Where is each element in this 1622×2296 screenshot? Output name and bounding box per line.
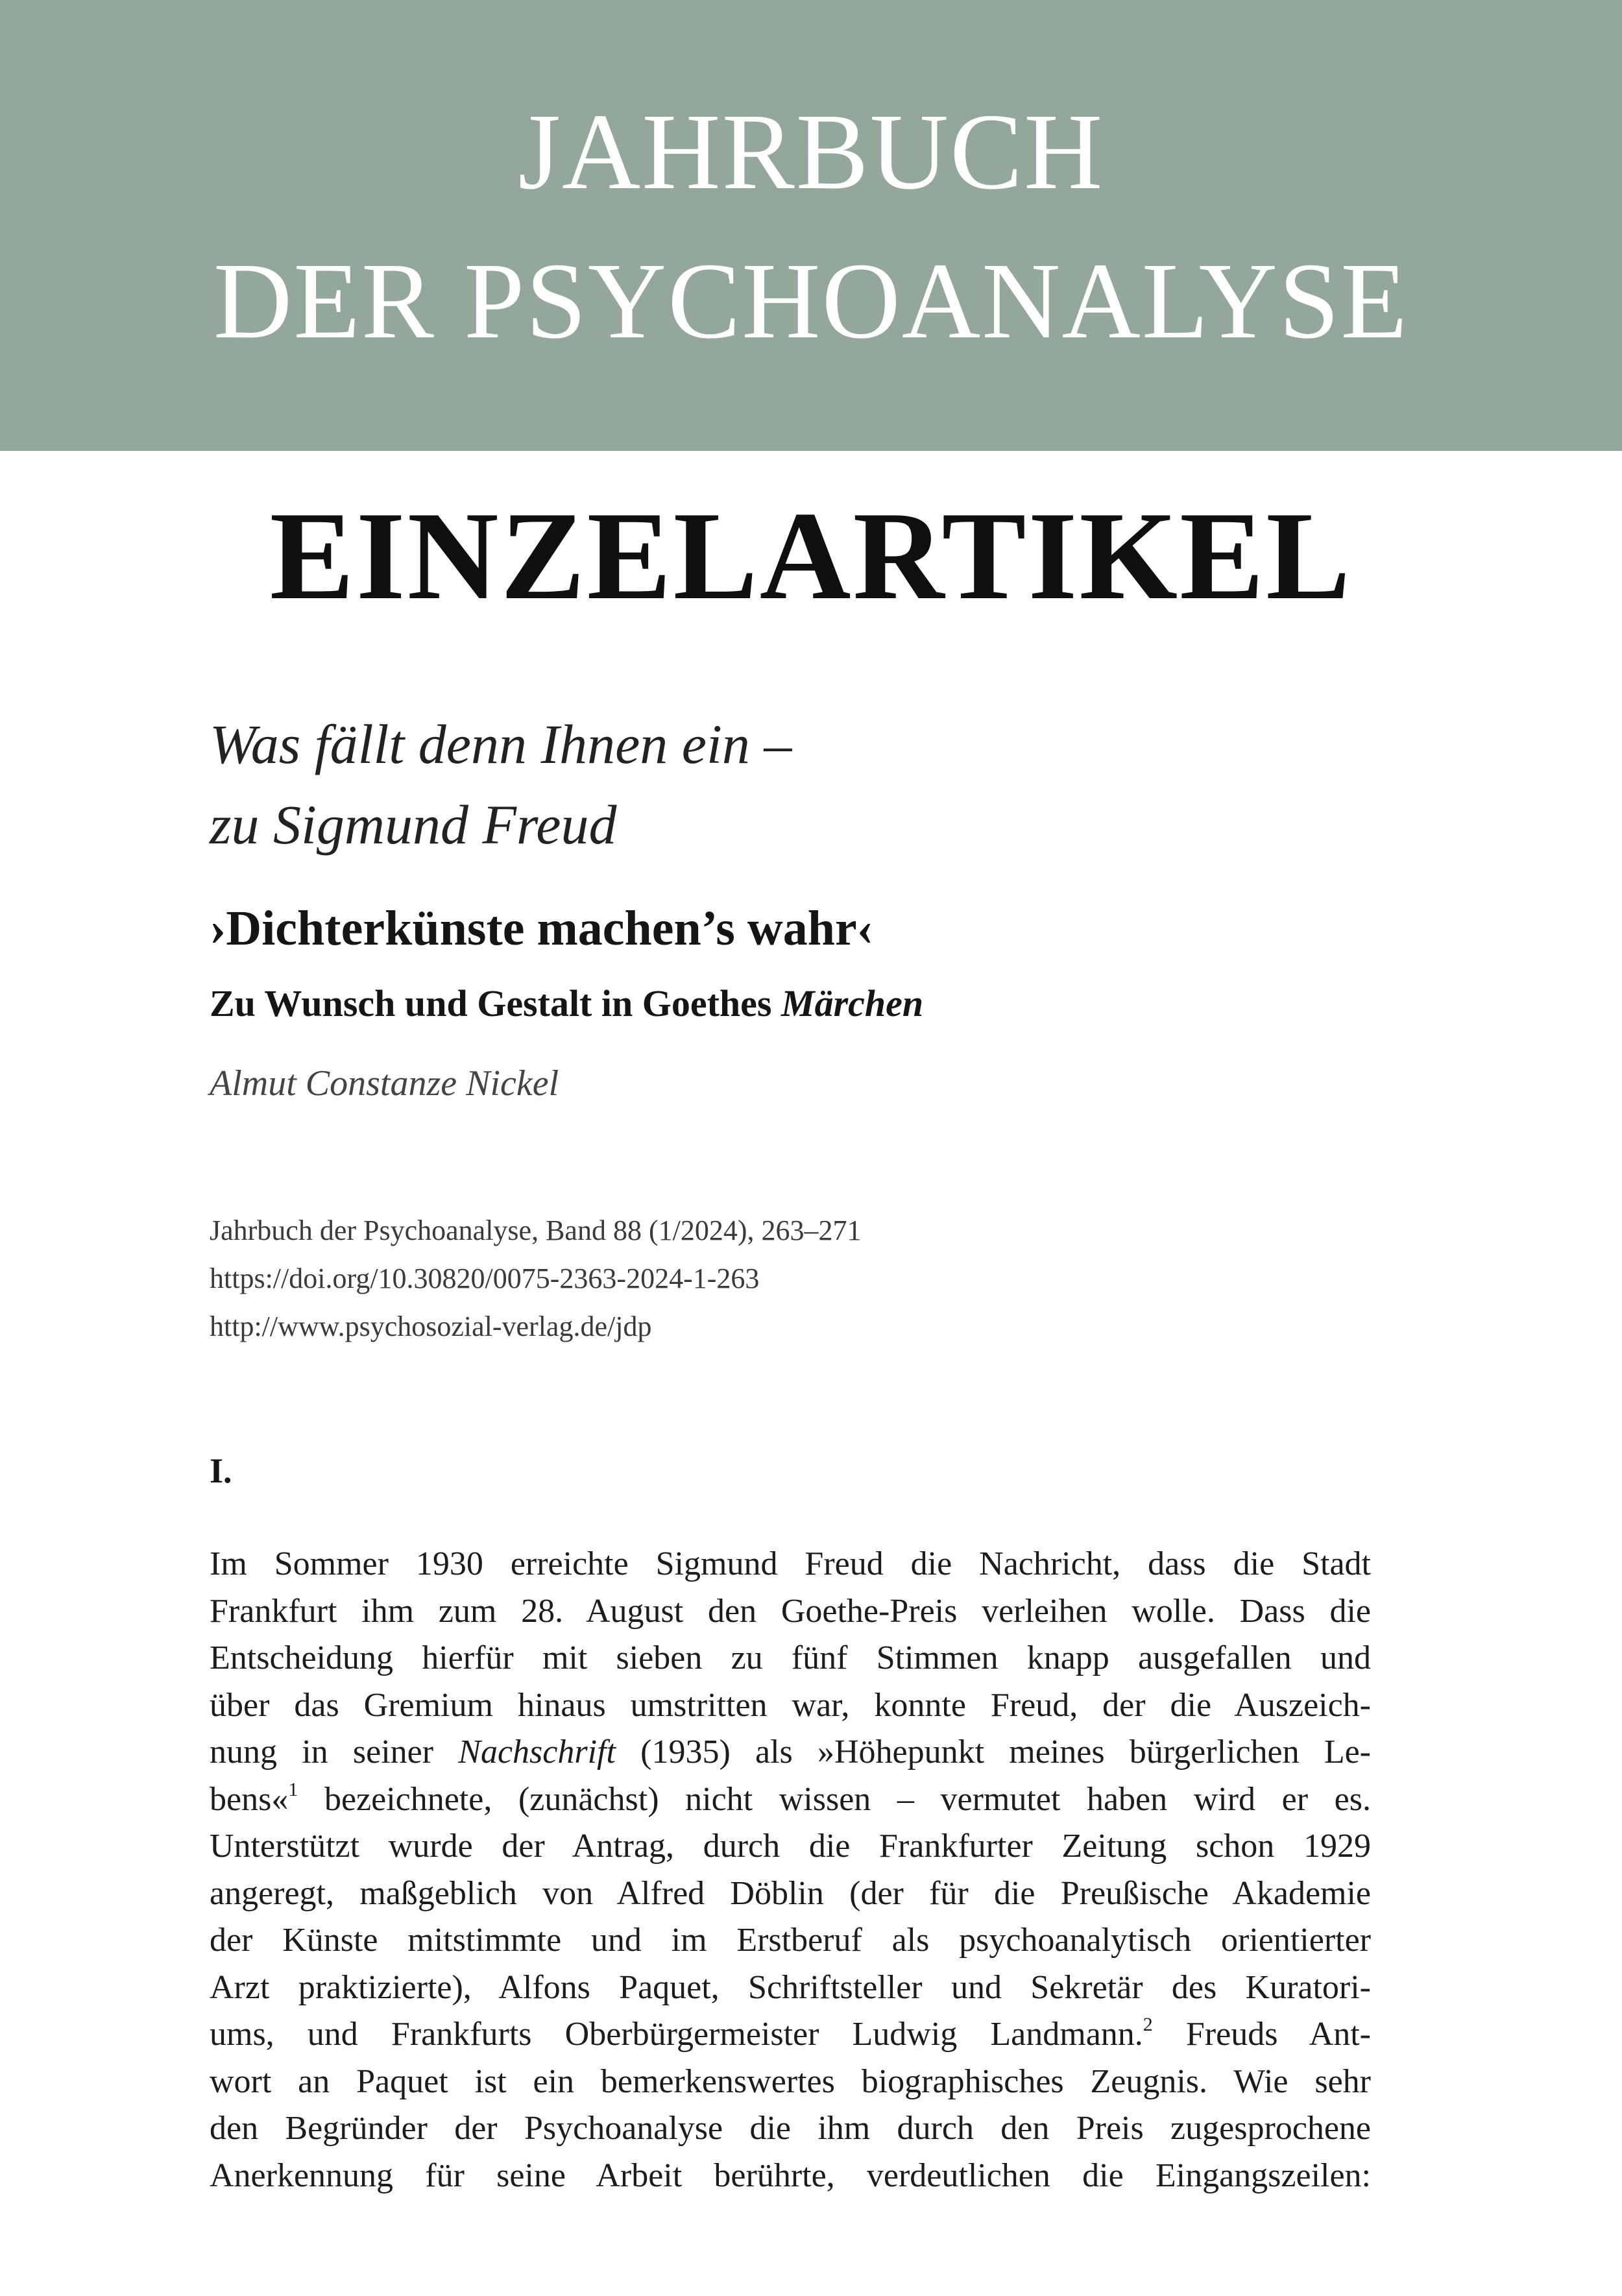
publisher-link[interactable]: http://www.psychosozial-verlag.de/jdp: [210, 1311, 652, 1342]
series-title: [210, 704, 1371, 865]
footnote-marker[interactable]: 1: [288, 1778, 298, 1800]
body-line: Arzt praktizierte), Alfons Paquet, Schriftsteller und Sekretär des Kuratori-: [210, 1968, 1371, 2006]
footnote-marker[interactable]: 2: [1143, 2014, 1153, 2035]
body-text-segment: nung in seiner: [210, 1734, 434, 1770]
body-text-segment: (1935) als »Höhepunkt meines bürgerlichen Le-: [640, 1734, 1371, 1770]
journal-title-line-1: JAHRBUCH: [518, 91, 1104, 212]
article-title: ›Dichterkünste machen’s wahr‹: [210, 901, 874, 956]
body-line: den Begründer der Psychoanalyse die ihm durch den Preis zugesprochene: [210, 2110, 1371, 2147]
body-paragraph: [210, 1541, 1371, 2199]
doi-link[interactable]: https://doi.org/10.30820/0075-2363-2024-1-263: [210, 1263, 760, 1294]
body-text-segment: ums, und Frankfurts Oberbürgermeister Ludwig Landmann.: [210, 2016, 1143, 2053]
body-line: Anerkennung für seine Arbeit berührte, verdeutlichen die Eingangszeilen:: [210, 2157, 1371, 2194]
body-line: wort an Paquet ist ein bemerkenswertes biographisches Zeugnis. Wie sehr: [210, 2062, 1371, 2100]
body-text-segment: bezeichnete, (zunächst) nicht wissen – vermutet haben wird er es.: [324, 1780, 1372, 1818]
body-line: der Künste mitstimmte und im Erstberuf als psychoanalytisch orientierter: [210, 1922, 1371, 1959]
series-title-line-2: zu Sigmund Freud: [210, 793, 617, 856]
article-subtitle: [210, 983, 1371, 1024]
body-line: [210, 2011, 1371, 2059]
body-text-segment: Freuds Ant-: [1185, 2016, 1371, 2053]
body-italic-title: Nachschrift: [458, 1734, 616, 1770]
citation-line: Jahrbuch der Psychoanalyse, Band 88 (1/2024), 263–271: [210, 1214, 862, 1246]
series-title-line-1: Was fällt denn Ihnen ein –: [210, 713, 792, 775]
body-line: Frankfurt ihm zum 28. August den Goethe-Preis verleihen wolle. Dass die: [210, 1592, 1371, 1630]
body-line: Unterstützt wurde der Antrag, durch die Frankfurter Zeitung schon 1929: [210, 1828, 1371, 1865]
body-line: Im Sommer 1930 erreichte Sigmund Freud die Nachricht, dass die Stadt: [210, 1545, 1371, 1582]
document-type-label: EINZELARTIKEL: [269, 486, 1353, 626]
article-author: Almut Constanze Nickel: [210, 1063, 559, 1104]
article-subtitle-text: Zu Wunsch und Gestalt in Goethes: [210, 982, 772, 1024]
citation-block: [210, 1207, 1371, 1351]
journal-title-line-2: DER PSYCHOANALYSE: [213, 241, 1409, 361]
body-line: angeregt, maßgeblich von Alfred Döblin (der für die Preußische Akademie: [210, 1874, 1371, 1912]
article-subtitle-italic: Märchen: [781, 982, 924, 1024]
body-line: [210, 1729, 1371, 1776]
body-line: Entscheidung hierfür mit sieben zu fünf Stimmen knapp ausgefallen und: [210, 1639, 1371, 1676]
body-line: [210, 1776, 1371, 1824]
body-text-segment: bens«: [210, 1780, 289, 1818]
journal-banner: [0, 0, 1622, 451]
body-line: über das Gremium hinaus umstritten war, konnte Freud, der die Auszeich-: [210, 1686, 1371, 1724]
section-heading: I.: [210, 1451, 232, 1490]
